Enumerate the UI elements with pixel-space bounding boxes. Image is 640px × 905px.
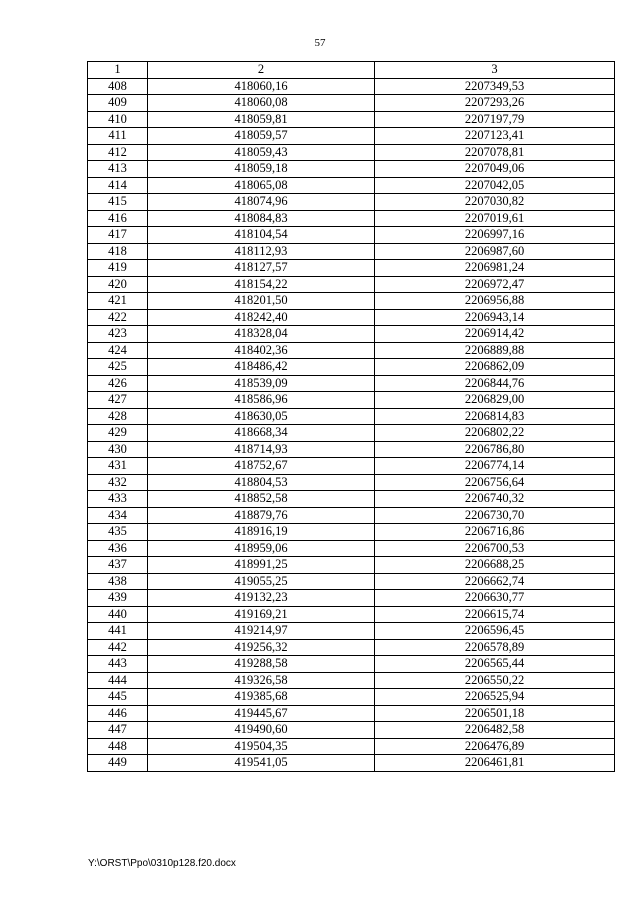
x-coordinate-cell: 418959,06 <box>148 540 375 557</box>
table-header-row <box>88 62 615 79</box>
x-coordinate-cell: 418586,96 <box>148 392 375 409</box>
y-coordinate-cell: 2206956,88 <box>375 293 615 310</box>
point-number-cell: 428 <box>88 408 148 425</box>
page-number: 57 <box>314 37 326 49</box>
x-coordinate-cell: 418059,57 <box>148 128 375 145</box>
point-number-cell: 441 <box>88 623 148 640</box>
point-number-cell: 412 <box>88 144 148 161</box>
x-coordinate-cell: 418402,36 <box>148 342 375 359</box>
y-coordinate-cell: 2206615,74 <box>375 606 615 623</box>
y-coordinate-cell: 2206862,09 <box>375 359 615 376</box>
y-coordinate-cell: 2206987,60 <box>375 243 615 260</box>
point-number-cell: 415 <box>88 194 148 211</box>
x-coordinate-cell: 419385,68 <box>148 689 375 706</box>
y-coordinate-cell: 2206914,42 <box>375 326 615 343</box>
table-row <box>88 738 615 755</box>
point-number-cell: 444 <box>88 672 148 689</box>
x-coordinate-cell: 418328,04 <box>148 326 375 343</box>
coordinates-table <box>87 61 615 772</box>
table-row <box>88 705 615 722</box>
y-coordinate-cell: 2206740,32 <box>375 491 615 508</box>
y-coordinate-cell: 2206756,64 <box>375 474 615 491</box>
header-col-3: 3 <box>375 62 615 79</box>
x-coordinate-cell: 418060,08 <box>148 95 375 112</box>
x-coordinate-cell: 418991,25 <box>148 557 375 574</box>
x-coordinate-cell: 418074,96 <box>148 194 375 211</box>
point-number-cell: 435 <box>88 524 148 541</box>
point-number-cell: 416 <box>88 210 148 227</box>
y-coordinate-cell: 2206700,53 <box>375 540 615 557</box>
point-number-cell: 448 <box>88 738 148 755</box>
y-coordinate-cell: 2206844,76 <box>375 375 615 392</box>
table-row <box>88 656 615 673</box>
point-number-cell: 449 <box>88 755 148 772</box>
point-number-cell: 411 <box>88 128 148 145</box>
point-number-cell: 433 <box>88 491 148 508</box>
header-col-2: 2 <box>148 62 375 79</box>
table-row <box>88 491 615 508</box>
table-row <box>88 557 615 574</box>
table-row <box>88 375 615 392</box>
point-number-cell: 419 <box>88 260 148 277</box>
point-number-cell: 409 <box>88 95 148 112</box>
point-number-cell: 442 <box>88 639 148 656</box>
x-coordinate-cell: 418059,18 <box>148 161 375 178</box>
table-row <box>88 755 615 772</box>
point-number-cell: 432 <box>88 474 148 491</box>
point-number-cell: 408 <box>88 78 148 95</box>
point-number-cell: 425 <box>88 359 148 376</box>
y-coordinate-cell: 2206482,58 <box>375 722 615 739</box>
y-coordinate-cell: 2206501,18 <box>375 705 615 722</box>
x-coordinate-cell: 418879,76 <box>148 507 375 524</box>
y-coordinate-cell: 2206730,70 <box>375 507 615 524</box>
x-coordinate-cell: 418059,81 <box>148 111 375 128</box>
table-row <box>88 309 615 326</box>
point-number-cell: 434 <box>88 507 148 524</box>
x-coordinate-cell: 418060,16 <box>148 78 375 95</box>
y-coordinate-cell: 2206829,00 <box>375 392 615 409</box>
y-coordinate-cell: 2207123,41 <box>375 128 615 145</box>
x-coordinate-cell: 418065,08 <box>148 177 375 194</box>
x-coordinate-cell: 418201,50 <box>148 293 375 310</box>
x-coordinate-cell: 419169,21 <box>148 606 375 623</box>
y-coordinate-cell: 2206662,74 <box>375 573 615 590</box>
y-coordinate-cell: 2206981,24 <box>375 260 615 277</box>
table-row <box>88 359 615 376</box>
table-body <box>88 78 615 771</box>
table-row <box>88 128 615 145</box>
table-row <box>88 227 615 244</box>
point-number-cell: 413 <box>88 161 148 178</box>
y-coordinate-cell: 2207049,06 <box>375 161 615 178</box>
point-number-cell: 426 <box>88 375 148 392</box>
table-row <box>88 276 615 293</box>
table-row <box>88 392 615 409</box>
y-coordinate-cell: 2206565,44 <box>375 656 615 673</box>
point-number-cell: 421 <box>88 293 148 310</box>
y-coordinate-cell: 2206630,77 <box>375 590 615 607</box>
y-coordinate-cell: 2207197,79 <box>375 111 615 128</box>
table-row <box>88 623 615 640</box>
table-row <box>88 342 615 359</box>
point-number-cell: 414 <box>88 177 148 194</box>
x-coordinate-cell: 418127,57 <box>148 260 375 277</box>
table-row <box>88 144 615 161</box>
x-coordinate-cell: 418104,54 <box>148 227 375 244</box>
point-number-cell: 431 <box>88 458 148 475</box>
x-coordinate-cell: 418916,19 <box>148 524 375 541</box>
y-coordinate-cell: 2206716,86 <box>375 524 615 541</box>
point-number-cell: 427 <box>88 392 148 409</box>
point-number-cell: 418 <box>88 243 148 260</box>
y-coordinate-cell: 2206550,22 <box>375 672 615 689</box>
point-number-cell: 424 <box>88 342 148 359</box>
table-row <box>88 408 615 425</box>
point-number-cell: 423 <box>88 326 148 343</box>
y-coordinate-cell: 2206889,88 <box>375 342 615 359</box>
table-row <box>88 606 615 623</box>
table-row <box>88 458 615 475</box>
y-coordinate-cell: 2206943,14 <box>375 309 615 326</box>
y-coordinate-cell: 2207042,05 <box>375 177 615 194</box>
point-number-cell: 439 <box>88 590 148 607</box>
x-coordinate-cell: 419490,60 <box>148 722 375 739</box>
y-coordinate-cell: 2206997,16 <box>375 227 615 244</box>
table-row <box>88 111 615 128</box>
y-coordinate-cell: 2206802,22 <box>375 425 615 442</box>
table-row <box>88 474 615 491</box>
x-coordinate-cell: 418852,58 <box>148 491 375 508</box>
point-number-cell: 422 <box>88 309 148 326</box>
y-coordinate-cell: 2206461,81 <box>375 755 615 772</box>
point-number-cell: 420 <box>88 276 148 293</box>
x-coordinate-cell: 418714,93 <box>148 441 375 458</box>
point-number-cell: 438 <box>88 573 148 590</box>
table-row <box>88 425 615 442</box>
point-number-cell: 430 <box>88 441 148 458</box>
x-coordinate-cell: 419445,67 <box>148 705 375 722</box>
y-coordinate-cell: 2207293,26 <box>375 95 615 112</box>
x-coordinate-cell: 419256,32 <box>148 639 375 656</box>
x-coordinate-cell: 418154,22 <box>148 276 375 293</box>
x-coordinate-cell: 418539,09 <box>148 375 375 392</box>
table-row <box>88 293 615 310</box>
x-coordinate-cell: 418242,40 <box>148 309 375 326</box>
table-row <box>88 722 615 739</box>
table-row <box>88 540 615 557</box>
point-number-cell: 429 <box>88 425 148 442</box>
y-coordinate-cell: 2207030,82 <box>375 194 615 211</box>
point-number-cell: 410 <box>88 111 148 128</box>
y-coordinate-cell: 2207349,53 <box>375 78 615 95</box>
table-row <box>88 177 615 194</box>
y-coordinate-cell: 2206525,94 <box>375 689 615 706</box>
x-coordinate-cell: 418112,93 <box>148 243 375 260</box>
x-coordinate-cell: 418752,67 <box>148 458 375 475</box>
y-coordinate-cell: 2206786,80 <box>375 441 615 458</box>
y-coordinate-cell: 2206688,25 <box>375 557 615 574</box>
table-row <box>88 210 615 227</box>
table-row <box>88 95 615 112</box>
table-row <box>88 78 615 95</box>
table-row <box>88 161 615 178</box>
table-row <box>88 672 615 689</box>
x-coordinate-cell: 419132,23 <box>148 590 375 607</box>
x-coordinate-cell: 419055,25 <box>148 573 375 590</box>
table-row <box>88 260 615 277</box>
footer-file-path: Y:\ORST\Ppo\0310p128.f20.docx <box>88 858 236 869</box>
point-number-cell: 440 <box>88 606 148 623</box>
point-number-cell: 436 <box>88 540 148 557</box>
x-coordinate-cell: 419288,58 <box>148 656 375 673</box>
x-coordinate-cell: 418804,53 <box>148 474 375 491</box>
table-row <box>88 524 615 541</box>
table-row <box>88 689 615 706</box>
table-row <box>88 243 615 260</box>
point-number-cell: 417 <box>88 227 148 244</box>
x-coordinate-cell: 419326,58 <box>148 672 375 689</box>
point-number-cell: 437 <box>88 557 148 574</box>
x-coordinate-cell: 419214,97 <box>148 623 375 640</box>
y-coordinate-cell: 2206774,14 <box>375 458 615 475</box>
x-coordinate-cell: 418059,43 <box>148 144 375 161</box>
point-number-cell: 443 <box>88 656 148 673</box>
x-coordinate-cell: 419504,35 <box>148 738 375 755</box>
y-coordinate-cell: 2206596,45 <box>375 623 615 640</box>
x-coordinate-cell: 418486,42 <box>148 359 375 376</box>
x-coordinate-cell: 419541,05 <box>148 755 375 772</box>
point-number-cell: 447 <box>88 722 148 739</box>
table-row <box>88 573 615 590</box>
y-coordinate-cell: 2206972,47 <box>375 276 615 293</box>
y-coordinate-cell: 2206814,83 <box>375 408 615 425</box>
table-row <box>88 590 615 607</box>
table-row <box>88 194 615 211</box>
x-coordinate-cell: 418668,34 <box>148 425 375 442</box>
point-number-cell: 446 <box>88 705 148 722</box>
y-coordinate-cell: 2206578,89 <box>375 639 615 656</box>
y-coordinate-cell: 2207078,81 <box>375 144 615 161</box>
table-row <box>88 507 615 524</box>
x-coordinate-cell: 418630,05 <box>148 408 375 425</box>
y-coordinate-cell: 2206476,89 <box>375 738 615 755</box>
table-row <box>88 326 615 343</box>
table-row <box>88 441 615 458</box>
table-row <box>88 639 615 656</box>
header-col-1: 1 <box>88 62 148 79</box>
x-coordinate-cell: 418084,83 <box>148 210 375 227</box>
point-number-cell: 445 <box>88 689 148 706</box>
y-coordinate-cell: 2207019,61 <box>375 210 615 227</box>
